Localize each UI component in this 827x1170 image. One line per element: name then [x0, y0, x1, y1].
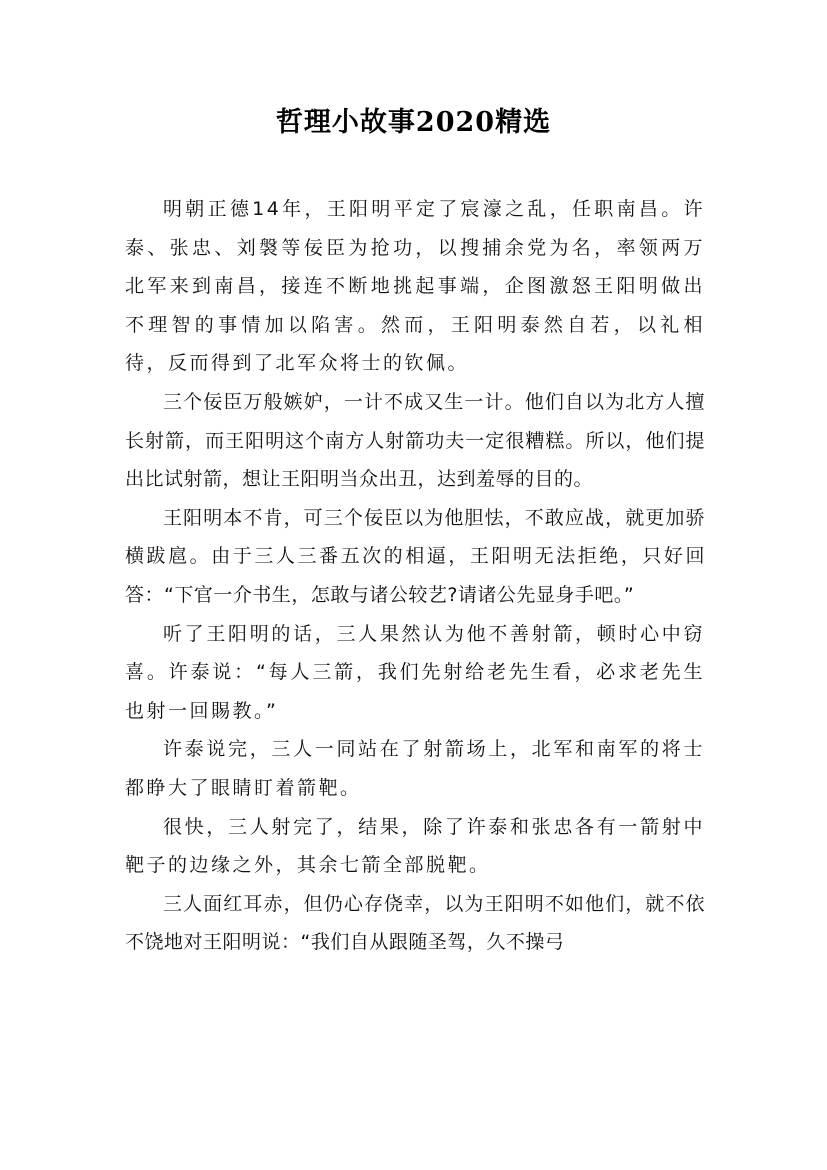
paragraph-2: 三个佞臣万般嫉妒，一计不成又生一计。他们自以为北方人擅长射箭，而王阳明这个南方人射箭功夫一定很糟糕。所以，他们提出比试射箭，想让王阳明当众出丑，达到羞辱的目的。 — [125, 390, 705, 491]
paragraph-7: 三人面红耳赤，但仍心存侥幸，以为王阳明不如他们，就不依不饶地对王阳明说：“我们自从跟随圣驾，久不操弓 — [125, 892, 705, 954]
paragraph-5: 许泰说完，三人一同站在了射箭场上，北军和南军的将士都睁大了眼睛盯着箭靶。 — [125, 738, 705, 799]
paragraph-1: 明朝正德14年，王阳明平定了宸濠之乱，任职南昌。许泰、张忠、刘褩等佞臣为抢功，以搜捕余党为名，率领两万北军来到南昌，接连不断地挑起事端，企图激怒王阳明做出不理智的事情加以陷害。然而，王阳明泰然自若，以礼相待，反而得到了北军众将士的钦佩。 — [125, 198, 705, 375]
paragraph-3: 王阳明本不肯，可三个佞臣以为他胆怯，不敢应战，就更加骄横跋扈。由于三人三番五次的相逼，王阳明无法拒绝，只好回答：“下官一介书生，怎敢与诸公较艺?请诸公先显身手吧。” — [125, 506, 705, 606]
paragraph-4: 听了王阳明的话，三人果然认为他不善射箭，顿时心中窃喜。许泰说：“每人三箭，我们先射给老先生看，必求老先生也射一回賜教。” — [125, 622, 705, 722]
document-title: 哲理小故事2020精选 — [275, 107, 552, 138]
document-body — [125, 190, 705, 962]
paragraph-6: 很快，三人射完了，结果，除了许泰和张忠各有一箭射中靶子的边缘之外，其余七箭全部脱靶。 — [125, 815, 705, 877]
